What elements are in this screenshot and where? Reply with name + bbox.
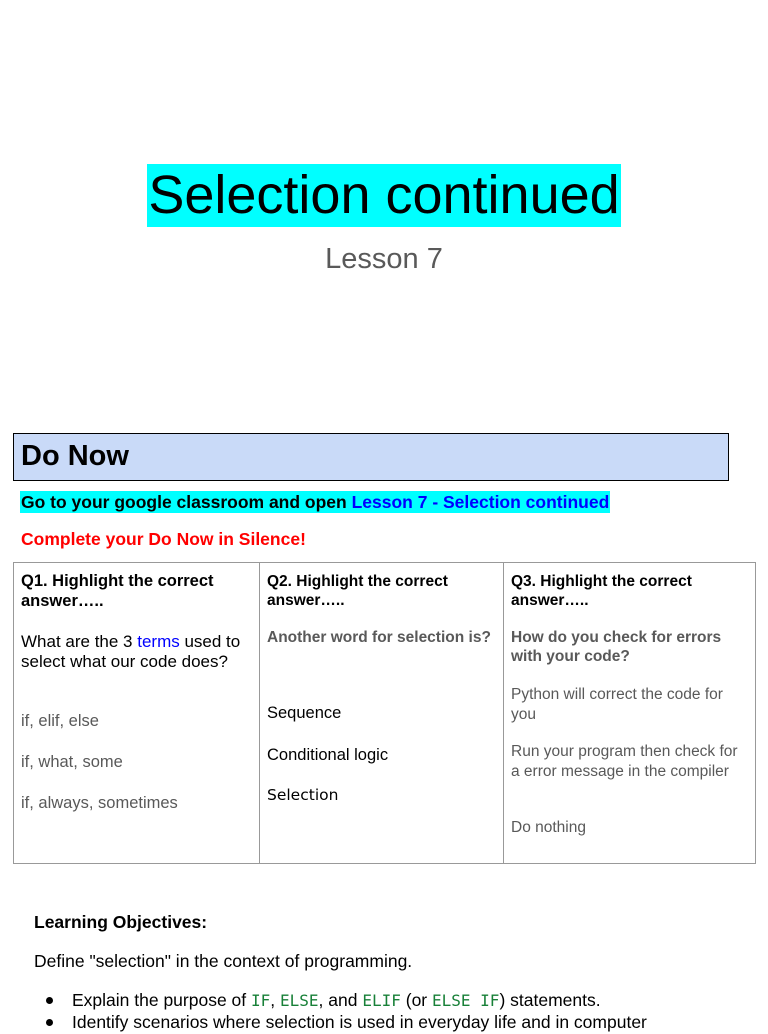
classroom-instruction [20, 491, 610, 513]
question-1-option-1[interactable]: if, elif, else [21, 712, 99, 730]
slide-title: Selection continued [148, 165, 620, 225]
question-1-option-2[interactable]: if, what, some [21, 753, 123, 771]
do-now-header [13, 433, 729, 481]
keyword-else: ELSE [280, 991, 319, 1010]
bullet-icon [46, 997, 53, 1004]
learning-objective-item: Explain the purpose of IF, ELSE, and ELIF (or ELSE IF) statements. [34, 990, 647, 1012]
question-3-option-1[interactable]: Python will correct the code for you [511, 686, 723, 723]
learning-objectives-list [34, 990, 647, 1034]
question-2-option-1[interactable]: Sequence [267, 704, 342, 722]
slide-subtitle: Lesson 7 [325, 243, 443, 275]
do-now-heading: Do Now [21, 440, 129, 472]
question-2-prompt: Another word for selection is? [267, 629, 491, 646]
question-2-cell [260, 563, 504, 864]
bullet-icon [46, 1019, 53, 1026]
question-1-prompt: What are the 3 terms used to select what our code does? [21, 632, 241, 671]
learning-objectives-title: Learning Objectives: [34, 912, 208, 932]
question-1-cell [14, 563, 260, 864]
lesson-link[interactable]: Lesson 7 - Selection continued [351, 492, 610, 512]
keyword-elif: ELIF [362, 991, 401, 1010]
question-2-option-3[interactable]: Selection [267, 786, 339, 804]
silence-notice: Complete your Do Now in Silence! [21, 529, 306, 549]
question-2-heading: Q2. Highlight the correct answer….. [267, 573, 448, 609]
instruction-text: Go to your google classroom and open [21, 492, 352, 512]
learning-objective-definition: Define "selection" in the context of programming. [34, 951, 413, 971]
keyword-else-if: ELSE IF [432, 991, 500, 1010]
question-2-option-2[interactable]: Conditional logic [267, 746, 389, 764]
do-now-questions-table [13, 562, 756, 864]
question-1-option-3[interactable]: if, always, sometimes [21, 794, 178, 812]
keyword-if: IF [251, 991, 271, 1010]
learning-objective-item: Identify scenarios where selection is used in everyday life and in computer [34, 1012, 647, 1034]
terms-word: terms [137, 632, 180, 651]
title-area [0, 164, 768, 227]
question-3-prompt: How do you check for errors with your code? [511, 629, 722, 665]
question-3-option-2[interactable]: Run your program then check for a error message in the compiler [511, 743, 738, 780]
question-1-heading: Q1. Highlight the correct answer….. [21, 572, 214, 610]
question-3-heading: Q3. Highlight the correct answer….. [511, 573, 692, 609]
question-3-cell [504, 563, 756, 864]
question-3-option-3[interactable]: Do nothing [511, 819, 586, 836]
